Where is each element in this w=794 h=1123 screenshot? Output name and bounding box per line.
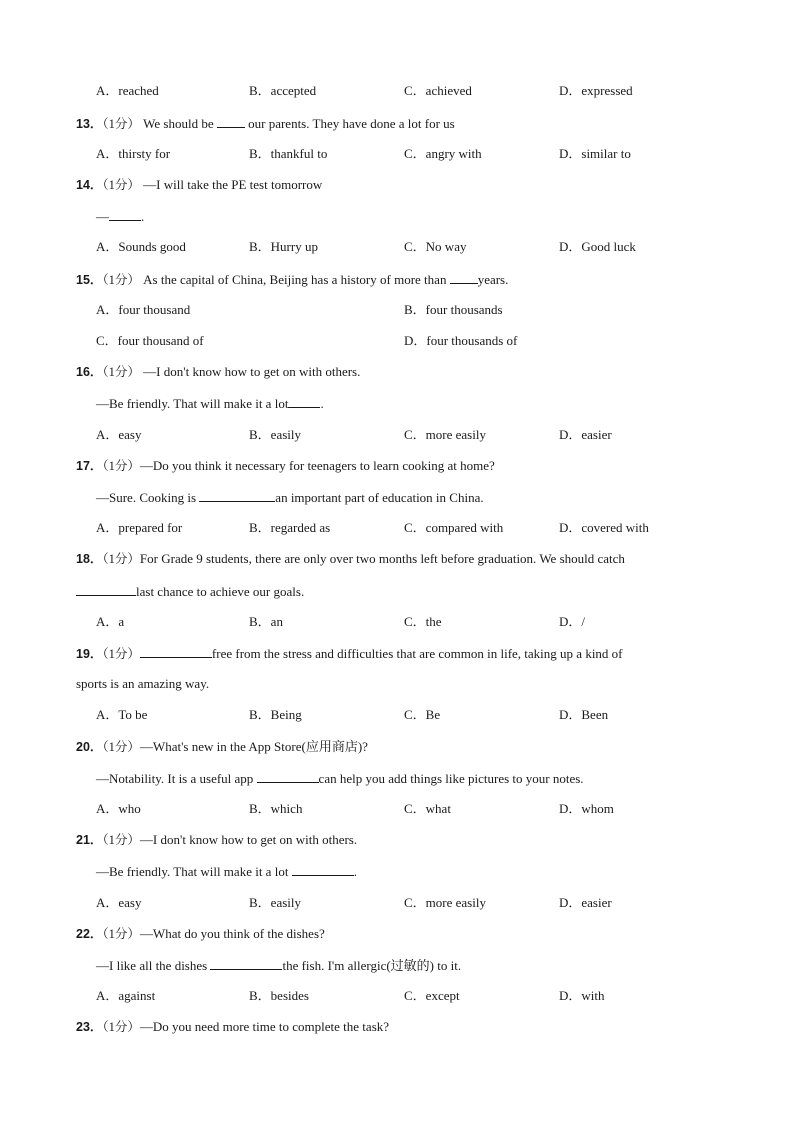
q20-stem <box>76 737 368 757</box>
q21-response-line <box>96 861 357 881</box>
q13-option-c: C．angry with <box>404 146 482 161</box>
stem-text: —Do you need more time to complete the task? <box>139 1019 390 1034</box>
question-score: （1分） <box>102 833 140 847</box>
q20-option-b: B．which <box>249 801 303 816</box>
question-score: （1分） <box>102 647 140 661</box>
stem-text: As the capital of China, Beijing has a history of more than <box>143 272 450 287</box>
stem-text: —I will take the PE test tomorrow <box>143 177 323 192</box>
question-number: 21． <box>76 833 103 847</box>
q16-stem <box>76 362 360 382</box>
question-number: 23． <box>76 1020 103 1034</box>
q19-option-c: C．Be <box>404 707 441 722</box>
response-text: —Be friendly. That will make it a lot <box>96 396 289 411</box>
answer-blank <box>217 113 245 128</box>
dash: — <box>96 209 109 224</box>
stem-text: —I don't know how to get on with others. <box>143 364 361 379</box>
q19-stem-line2 <box>76 674 209 694</box>
q20-option-c: C．what <box>404 801 451 816</box>
q14-option-c: C．No way <box>404 239 467 254</box>
question-number: 19． <box>76 647 103 661</box>
q19-option-b: B．Being <box>249 707 302 722</box>
q22-option-a: A．against <box>96 988 156 1003</box>
q15-option-a: A．four thousand <box>96 302 191 317</box>
question-number: 15． <box>76 273 103 287</box>
q14-response-line <box>96 206 144 226</box>
question-number: 18． <box>76 552 103 566</box>
question-score: （1分） <box>102 740 140 754</box>
q17-option-c: C．compared with <box>404 520 504 535</box>
period: . <box>141 209 145 224</box>
stem-text: our parents. They have done a lot for us <box>244 116 455 131</box>
q21-option-d: D．easier <box>559 895 612 910</box>
stem-text: —What's new in the App Store(应用商店)? <box>139 739 368 754</box>
q12-option-a: A．reached <box>96 83 159 98</box>
q16-response-line <box>96 393 324 413</box>
q19-stem <box>76 643 623 663</box>
q18-option-d: D．/ <box>559 614 586 629</box>
stem-text: —Do you think it necessary for teenagers to learn cooking at home? <box>139 458 495 473</box>
question-score: （1分） <box>102 927 140 941</box>
stem-text: —What do you think of the dishes? <box>139 926 325 941</box>
question-score: （1分） <box>102 117 140 131</box>
q23-stem <box>76 1017 389 1037</box>
q17-option-d: D．covered with <box>559 520 649 535</box>
q22-stem <box>76 924 325 944</box>
question-score: （1分） <box>102 365 140 379</box>
question-number: 13． <box>76 117 103 131</box>
stem-text: years. <box>477 272 509 287</box>
question-score: （1分） <box>102 459 140 473</box>
response-text: the fish. I'm allergic(过敏的) to it. <box>282 958 462 973</box>
q22-response-line <box>96 955 461 975</box>
q13-option-a: A．thirsty for <box>96 146 171 161</box>
q12-option-d: D．expressed <box>559 83 633 98</box>
answer-blank <box>140 643 212 658</box>
q20-response-line <box>96 768 584 788</box>
q18-option-b: B．an <box>249 614 283 629</box>
q16-option-b: B．easily <box>249 427 301 442</box>
response-text: —Notability. It is a useful app <box>96 771 257 786</box>
q21-option-a: A．easy <box>96 895 142 910</box>
question-score: （1分） <box>102 1020 140 1034</box>
q18-stem-line2 <box>76 581 304 601</box>
q21-option-b: B．easily <box>249 895 301 910</box>
q13-option-b: B．thankful to <box>249 146 328 161</box>
q17-option-b: B．regarded as <box>249 520 331 535</box>
stem-text: For Grade 9 students, there are only over two months left before graduation. We should catch <box>139 551 625 566</box>
q17-option-a: A．prepared for <box>96 520 183 535</box>
q20-option-a: A．who <box>96 801 141 816</box>
q12-option-c: C．achieved <box>404 83 472 98</box>
response-text: an important part of education in China. <box>275 490 484 505</box>
q15-stem <box>76 269 508 289</box>
question-number: 20． <box>76 740 103 754</box>
answer-blank <box>288 393 320 408</box>
response-text: —Sure. Cooking is <box>96 490 200 505</box>
q13-stem <box>76 113 455 133</box>
q14-option-d: D．Good luck <box>559 239 636 254</box>
answer-blank <box>292 861 354 876</box>
answer-blank <box>109 206 141 221</box>
q20-option-d: D．whom <box>559 801 614 816</box>
response-text: can help you add things like pictures to your notes. <box>318 771 584 786</box>
q19-option-a: A．To be <box>96 707 148 722</box>
q17-stem <box>76 456 495 476</box>
q12-option-b: B．accepted <box>249 83 317 98</box>
q18-option-a: A．a <box>96 614 125 629</box>
q22-option-d: D．with <box>559 988 605 1003</box>
question-number: 17． <box>76 459 103 473</box>
question-number: 14． <box>76 178 103 192</box>
q14-option-b: B．Hurry up <box>249 239 318 254</box>
q17-response-line <box>96 487 484 507</box>
q22-option-c: C．except <box>404 988 460 1003</box>
answer-blank <box>210 955 282 970</box>
q21-option-c: C．more easily <box>404 895 486 910</box>
period: . <box>320 396 324 411</box>
q13-option-d: D．similar to <box>559 146 631 161</box>
q21-stem <box>76 830 357 850</box>
q18-stem <box>76 549 625 569</box>
q15-option-c: C．four thousand of <box>96 333 204 348</box>
q16-option-c: C．more easily <box>404 427 486 442</box>
q14-stem <box>76 175 322 195</box>
q18-option-c: C．the <box>404 614 442 629</box>
response-text: —I like all the dishes <box>96 958 211 973</box>
q15-option-d: D．four thousands of <box>404 333 518 348</box>
stem-text: last chance to achieve our goals. <box>136 584 305 599</box>
question-score: （1分） <box>102 552 140 566</box>
response-text: —Be friendly. That will make it a lot <box>96 864 292 879</box>
q15-option-b: B．four thousands <box>404 302 503 317</box>
stem-text: We should be <box>143 116 217 131</box>
question-score: （1分） <box>102 273 140 287</box>
question-number: 22． <box>76 927 103 941</box>
stem-text: sports is an amazing way. <box>76 676 210 691</box>
answer-blank <box>76 581 136 596</box>
question-score: （1分） <box>102 178 140 192</box>
q16-option-a: A．easy <box>96 427 142 442</box>
q16-option-d: D．easier <box>559 427 612 442</box>
answer-blank <box>199 487 275 502</box>
q22-option-b: B．besides <box>249 988 309 1003</box>
period: . <box>353 864 357 879</box>
q19-option-d: D．Been <box>559 707 609 722</box>
stem-text: —I don't know how to get on with others. <box>139 832 358 847</box>
stem-text: free from the stress and difficulties that are common in life, taking up a kind of <box>211 646 623 661</box>
answer-blank <box>450 269 478 284</box>
question-number: 16． <box>76 365 103 379</box>
q14-option-a: A．Sounds good <box>96 239 186 254</box>
answer-blank <box>257 768 319 783</box>
